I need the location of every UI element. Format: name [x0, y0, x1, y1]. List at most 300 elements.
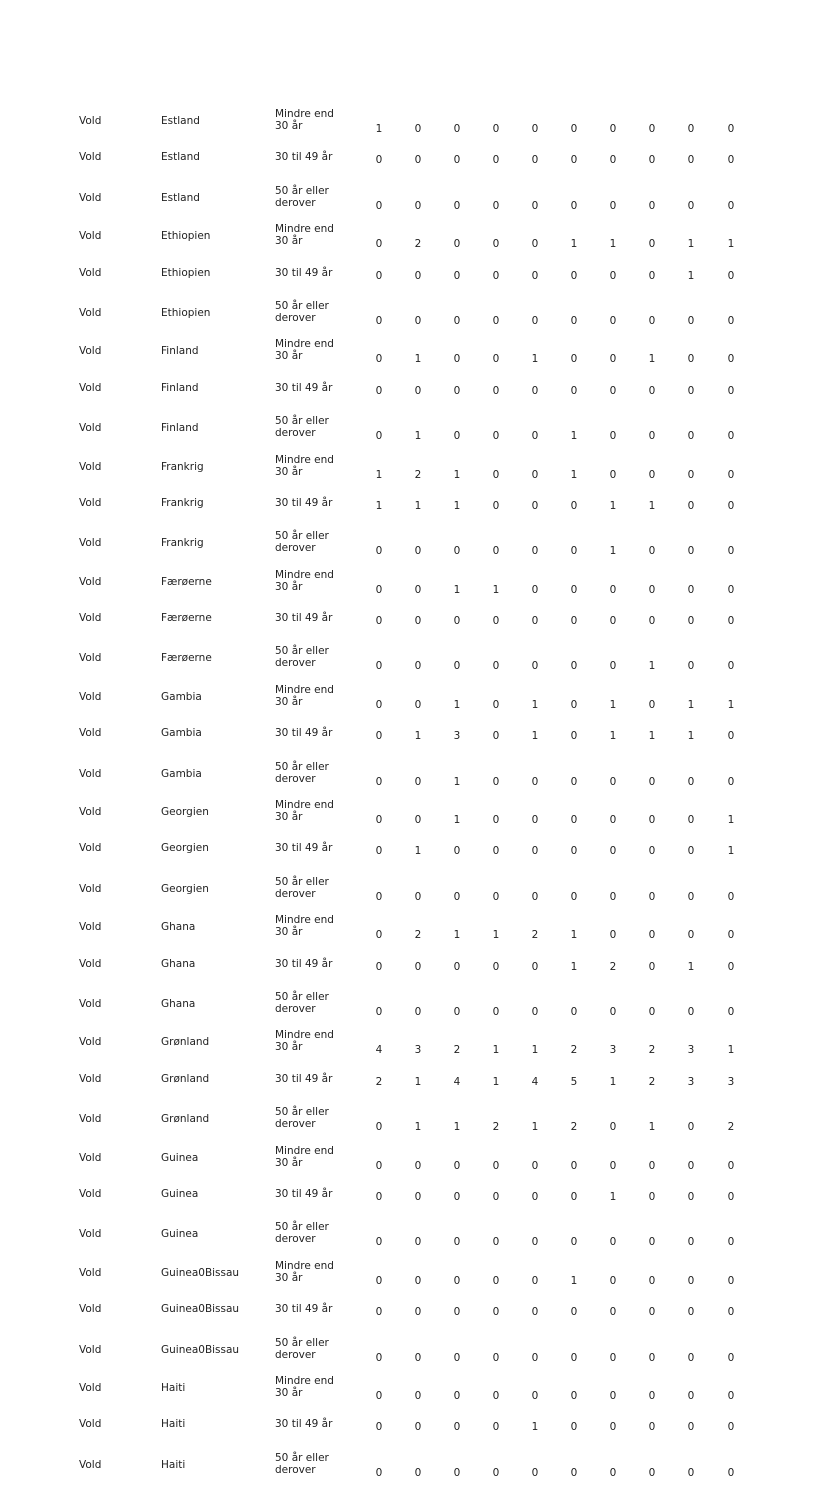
value-cell: 2	[453, 1044, 461, 1057]
value-cell: 0	[492, 1159, 500, 1172]
value-cell: 0	[570, 615, 578, 628]
value-cell: 0	[648, 583, 656, 596]
offense-type-cell: Vold	[79, 575, 102, 588]
value-cell: 0	[492, 1005, 500, 1018]
value-cell: 0	[687, 154, 695, 167]
value-cell: 0	[687, 814, 695, 827]
value-cell: 1	[609, 1190, 617, 1203]
country-cell: Gambia	[161, 767, 202, 780]
value-cell: 0	[570, 1389, 578, 1402]
table-row	[0, 914, 828, 952]
value-cell: 0	[375, 1466, 383, 1479]
value-cell: 4	[453, 1075, 461, 1088]
value-cell: 0	[375, 1190, 383, 1203]
value-cell: 1	[727, 698, 735, 711]
table-row	[0, 607, 828, 645]
value-cell: 0	[414, 384, 422, 397]
value-cell: 0	[609, 1005, 617, 1018]
value-cell: 1	[687, 730, 695, 743]
value-cell: 0	[492, 1236, 500, 1249]
value-cell: 0	[727, 1306, 735, 1319]
value-cell: 0	[609, 775, 617, 788]
value-cell: 0	[727, 583, 735, 596]
value-cell: 1	[570, 430, 578, 443]
value-cell: 0	[609, 123, 617, 135]
age-group-cell: 50 år eller derover	[275, 645, 329, 670]
value-cell: 0	[687, 1159, 695, 1172]
age-group-cell: 30 til 49 år	[275, 381, 333, 394]
value-cell: 0	[531, 545, 539, 558]
value-cell: 0	[609, 660, 617, 673]
value-cell: 0	[570, 1306, 578, 1319]
age-group-cell: 50 år eller derover	[275, 875, 329, 900]
value-cell: 1	[570, 468, 578, 481]
value-cell: 0	[414, 1159, 422, 1172]
value-cell: 0	[687, 660, 695, 673]
age-group-cell: 50 år eller derover	[275, 184, 329, 209]
value-cell: 0	[453, 353, 461, 366]
value-cell: 0	[648, 929, 656, 942]
country-cell: Guinea0Bissau	[161, 1266, 240, 1279]
value-cell: 0	[375, 1236, 383, 1249]
value-cell: 1	[609, 1075, 617, 1088]
value-cell: 0	[453, 430, 461, 443]
value-cell: 1	[492, 1044, 500, 1057]
value-cell: 0	[609, 615, 617, 628]
value-cell: 0	[570, 730, 578, 743]
value-cell: 0	[609, 1466, 617, 1479]
value-cell: 1	[414, 1075, 422, 1088]
table-row	[0, 1452, 828, 1490]
value-cell: 0	[570, 1005, 578, 1018]
age-group-cell: Mindre end 30 år	[275, 1144, 334, 1169]
offense-type-cell: Vold	[79, 537, 102, 550]
value-cell: 2	[570, 1044, 578, 1057]
country-cell: Georgien	[161, 842, 209, 855]
value-cell: 0	[570, 890, 578, 903]
value-cell: 1	[453, 499, 461, 512]
value-cell: 1	[531, 1044, 539, 1057]
value-cell: 0	[375, 1121, 383, 1134]
value-cell: 1	[375, 468, 383, 481]
value-cell: 0	[414, 583, 422, 596]
value-cell: 2	[414, 468, 422, 481]
value-cell: 1	[727, 238, 735, 251]
value-cell: 0	[727, 1351, 735, 1364]
value-cell: 1	[609, 545, 617, 558]
value-cell: 0	[375, 814, 383, 827]
value-cell: 0	[492, 154, 500, 167]
value-cell: 0	[375, 154, 383, 167]
value-cell: 0	[492, 1389, 500, 1402]
value-cell: 2	[648, 1075, 656, 1088]
value-cell: 0	[648, 1159, 656, 1172]
table-row	[0, 684, 828, 722]
value-cell: 0	[687, 468, 695, 481]
age-group-cell: Mindre end 30 år	[275, 568, 334, 593]
country-cell: Grønland	[161, 1113, 210, 1126]
value-cell: 1	[375, 499, 383, 512]
value-cell: 0	[531, 890, 539, 903]
value-cell: 0	[492, 960, 500, 973]
value-cell: 3	[609, 1044, 617, 1057]
value-cell: 0	[648, 468, 656, 481]
value-cell: 0	[687, 314, 695, 327]
value-cell: 0	[414, 615, 422, 628]
offense-type-cell: Vold	[79, 612, 102, 625]
country-cell: Haiti	[161, 1418, 186, 1431]
value-cell: 0	[531, 238, 539, 251]
value-cell: 2	[375, 1075, 383, 1088]
country-cell: Guinea	[161, 1228, 199, 1241]
offense-type-cell: Vold	[79, 1072, 102, 1085]
value-cell: 0	[492, 545, 500, 558]
value-cell: 0	[492, 615, 500, 628]
value-cell: 0	[492, 1421, 500, 1434]
country-cell: Grønland	[161, 1036, 210, 1049]
offense-type-cell: Vold	[79, 806, 102, 819]
value-cell: 2	[648, 1044, 656, 1057]
value-cell: 0	[687, 199, 695, 212]
value-cell: 0	[492, 499, 500, 512]
value-cell: 0	[570, 499, 578, 512]
value-cell: 1	[453, 929, 461, 942]
value-cell: 0	[648, 238, 656, 251]
country-cell: Guinea	[161, 1187, 199, 1200]
country-cell: Estland	[161, 151, 200, 164]
value-cell: 1	[453, 775, 461, 788]
value-cell: 0	[414, 314, 422, 327]
offense-type-cell: Vold	[79, 230, 102, 243]
value-cell: 0	[648, 430, 656, 443]
country-cell: Ethiopien	[161, 306, 211, 319]
value-cell: 1	[609, 730, 617, 743]
offense-type-cell: Vold	[79, 1151, 102, 1164]
value-cell: 0	[531, 1190, 539, 1203]
offense-type-cell: Vold	[79, 496, 102, 509]
value-cell: 0	[609, 583, 617, 596]
value-cell: 0	[727, 123, 735, 135]
country-cell: Gambia	[161, 690, 202, 703]
table-row	[0, 1106, 828, 1144]
value-cell: 0	[375, 890, 383, 903]
age-group-cell: Mindre end 30 år	[275, 223, 334, 248]
value-cell: 1	[648, 499, 656, 512]
data-table	[0, 108, 828, 1490]
value-cell: 0	[375, 615, 383, 628]
value-cell: 3	[687, 1075, 695, 1088]
country-cell: Færøerne	[161, 575, 212, 588]
value-cell: 0	[453, 660, 461, 673]
age-group-cell: 50 år eller derover	[275, 760, 329, 785]
value-cell: 0	[648, 199, 656, 212]
value-cell: 0	[648, 615, 656, 628]
value-cell: 0	[375, 1005, 383, 1018]
value-cell: 0	[570, 1159, 578, 1172]
value-cell: 0	[531, 960, 539, 973]
value-cell: 0	[609, 384, 617, 397]
value-cell: 0	[375, 845, 383, 858]
value-cell: 1	[648, 353, 656, 366]
offense-type-cell: Vold	[79, 921, 102, 934]
country-cell: Frankrig	[161, 496, 204, 509]
offense-type-cell: Vold	[79, 1266, 102, 1279]
table-row	[0, 454, 828, 492]
value-cell: 0	[687, 775, 695, 788]
value-cell: 0	[375, 1389, 383, 1402]
value-cell: 0	[531, 499, 539, 512]
value-cell: 0	[648, 1190, 656, 1203]
value-cell: 0	[609, 890, 617, 903]
value-cell: 0	[453, 1389, 461, 1402]
country-cell: Frankrig	[161, 537, 204, 550]
value-cell: 0	[727, 1005, 735, 1018]
age-group-cell: Mindre end 30 år	[275, 1029, 334, 1054]
value-cell: 0	[453, 314, 461, 327]
country-cell: Frankrig	[161, 460, 204, 473]
value-cell: 0	[609, 929, 617, 942]
value-cell: 0	[531, 1351, 539, 1364]
value-cell: 3	[414, 1044, 422, 1057]
value-cell: 0	[570, 1236, 578, 1249]
value-cell: 0	[492, 775, 500, 788]
value-cell: 0	[609, 430, 617, 443]
value-cell: 0	[570, 1351, 578, 1364]
value-cell: 1	[687, 960, 695, 973]
value-cell: 1	[727, 1044, 735, 1057]
age-group-cell: 30 til 49 år	[275, 957, 333, 970]
value-cell: 0	[727, 775, 735, 788]
value-cell: 0	[492, 1466, 500, 1479]
age-group-cell: 30 til 49 år	[275, 151, 333, 164]
value-cell: 0	[492, 384, 500, 397]
offense-type-cell: Vold	[79, 381, 102, 394]
value-cell: 0	[609, 468, 617, 481]
value-cell: 0	[492, 199, 500, 212]
value-cell: 0	[492, 1306, 500, 1319]
table-row	[0, 645, 828, 683]
value-cell: 0	[609, 314, 617, 327]
country-cell: Finland	[161, 345, 199, 358]
value-cell: 0	[531, 1274, 539, 1287]
age-group-cell: 50 år eller derover	[275, 1221, 329, 1246]
table-row	[0, 722, 828, 760]
value-cell: 0	[570, 814, 578, 827]
age-group-cell: Mindre end 30 år	[275, 799, 334, 824]
value-cell: 0	[453, 1466, 461, 1479]
country-cell: Estland	[161, 191, 200, 204]
value-cell: 1	[414, 1121, 422, 1134]
value-cell: 0	[727, 1159, 735, 1172]
value-cell: 0	[453, 890, 461, 903]
value-cell: 0	[492, 814, 500, 827]
value-cell: 0	[687, 1005, 695, 1018]
country-cell: Færøerne	[161, 612, 212, 625]
country-cell: Ghana	[161, 921, 196, 934]
value-cell: 0	[492, 123, 500, 135]
value-cell: 0	[648, 1389, 656, 1402]
value-cell: 0	[453, 238, 461, 251]
table-row	[0, 1375, 828, 1413]
value-cell: 0	[727, 929, 735, 942]
value-cell: 0	[531, 468, 539, 481]
offense-type-cell: Vold	[79, 652, 102, 665]
value-cell: 0	[453, 199, 461, 212]
table-row	[0, 530, 828, 568]
value-cell: 1	[414, 353, 422, 366]
value-cell: 0	[727, 269, 735, 282]
value-cell: 0	[648, 269, 656, 282]
value-cell: 0	[375, 1421, 383, 1434]
value-cell: 0	[453, 384, 461, 397]
value-cell: 0	[531, 1466, 539, 1479]
value-cell: 0	[531, 384, 539, 397]
value-cell: 0	[727, 1466, 735, 1479]
value-cell: 0	[570, 123, 578, 135]
age-group-cell: 50 år eller derover	[275, 1451, 329, 1476]
value-cell: 0	[375, 1159, 383, 1172]
value-cell: 1	[414, 499, 422, 512]
country-cell: Haiti	[161, 1458, 186, 1471]
table-row	[0, 223, 828, 261]
country-cell: Guinea	[161, 1151, 199, 1164]
value-cell: 0	[609, 154, 617, 167]
value-cell: 0	[648, 845, 656, 858]
value-cell: 0	[414, 1421, 422, 1434]
age-group-cell: Mindre end 30 år	[275, 1259, 334, 1284]
value-cell: 1	[570, 929, 578, 942]
age-group-cell: Mindre end 30 år	[275, 108, 334, 132]
table-row	[0, 1145, 828, 1183]
value-cell: 0	[375, 545, 383, 558]
country-cell: Ethiopien	[161, 230, 211, 243]
value-cell: 0	[648, 1274, 656, 1287]
value-cell: 0	[531, 583, 539, 596]
table-row	[0, 569, 828, 607]
value-cell: 0	[531, 430, 539, 443]
value-cell: 0	[492, 698, 500, 711]
value-cell: 0	[648, 314, 656, 327]
value-cell: 0	[609, 353, 617, 366]
value-cell: 0	[531, 775, 539, 788]
value-cell: 0	[727, 1274, 735, 1287]
value-cell: 0	[492, 430, 500, 443]
offense-type-cell: Vold	[79, 345, 102, 358]
age-group-cell: 30 til 49 år	[275, 1418, 333, 1431]
value-cell: 0	[648, 1466, 656, 1479]
table-row	[0, 799, 828, 837]
value-cell: 1	[648, 660, 656, 673]
table-row	[0, 761, 828, 799]
country-cell: Georgien	[161, 882, 209, 895]
offense-type-cell: Vold	[79, 1458, 102, 1471]
offense-type-cell: Vold	[79, 1343, 102, 1356]
value-cell: 1	[609, 238, 617, 251]
value-cell: 0	[687, 1190, 695, 1203]
table-row	[0, 108, 828, 146]
value-cell: 0	[609, 1351, 617, 1364]
value-cell: 0	[570, 583, 578, 596]
value-cell: 0	[414, 698, 422, 711]
value-cell: 1	[687, 698, 695, 711]
value-cell: 0	[687, 1274, 695, 1287]
table-row	[0, 1029, 828, 1067]
value-cell: 0	[453, 1421, 461, 1434]
value-cell: 0	[414, 814, 422, 827]
offense-type-cell: Vold	[79, 266, 102, 279]
value-cell: 0	[609, 1236, 617, 1249]
value-cell: 0	[453, 154, 461, 167]
value-cell: 0	[609, 845, 617, 858]
value-cell: 0	[531, 1005, 539, 1018]
value-cell: 0	[570, 1421, 578, 1434]
value-cell: 0	[414, 660, 422, 673]
country-cell: Ghana	[161, 957, 196, 970]
offense-type-cell: Vold	[79, 997, 102, 1010]
value-cell: 0	[687, 890, 695, 903]
value-cell: 0	[375, 314, 383, 327]
value-cell: 0	[531, 314, 539, 327]
table-row	[0, 1068, 828, 1106]
table-row	[0, 377, 828, 415]
table-row	[0, 1337, 828, 1375]
value-cell: 0	[648, 1351, 656, 1364]
value-cell: 1	[375, 123, 383, 135]
value-cell: 0	[492, 269, 500, 282]
value-cell: 0	[687, 384, 695, 397]
age-group-cell: 30 til 49 år	[275, 1303, 333, 1316]
value-cell: 0	[687, 1306, 695, 1319]
value-cell: 1	[609, 698, 617, 711]
age-group-cell: 30 til 49 år	[275, 1072, 333, 1085]
age-group-cell: 30 til 49 år	[275, 842, 333, 855]
value-cell: 0	[609, 1421, 617, 1434]
value-cell: 0	[687, 1121, 695, 1134]
value-cell: 0	[687, 615, 695, 628]
value-cell: 0	[570, 154, 578, 167]
country-cell: Ethiopien	[161, 266, 211, 279]
value-cell: 0	[375, 238, 383, 251]
value-cell: 0	[531, 199, 539, 212]
value-cell: 5	[570, 1075, 578, 1088]
value-cell: 0	[453, 269, 461, 282]
value-cell: 0	[687, 430, 695, 443]
value-cell: 1	[531, 353, 539, 366]
offense-type-cell: Vold	[79, 1303, 102, 1316]
value-cell: 0	[453, 1306, 461, 1319]
value-cell: 0	[687, 929, 695, 942]
value-cell: 0	[570, 353, 578, 366]
value-cell: 0	[531, 660, 539, 673]
value-cell: 0	[570, 775, 578, 788]
table-row	[0, 185, 828, 223]
value-cell: 0	[375, 269, 383, 282]
value-cell: 0	[492, 845, 500, 858]
table-row	[0, 876, 828, 914]
table-row	[0, 1221, 828, 1259]
value-cell: 0	[531, 123, 539, 135]
age-group-cell: 30 til 49 år	[275, 727, 333, 740]
value-cell: 0	[570, 545, 578, 558]
table-row	[0, 1298, 828, 1336]
value-cell: 1	[453, 583, 461, 596]
age-group-cell: 50 år eller derover	[275, 990, 329, 1015]
value-cell: 0	[727, 1236, 735, 1249]
table-row	[0, 338, 828, 376]
value-cell: 0	[492, 314, 500, 327]
value-cell: 0	[453, 1190, 461, 1203]
value-cell: 0	[492, 1274, 500, 1287]
